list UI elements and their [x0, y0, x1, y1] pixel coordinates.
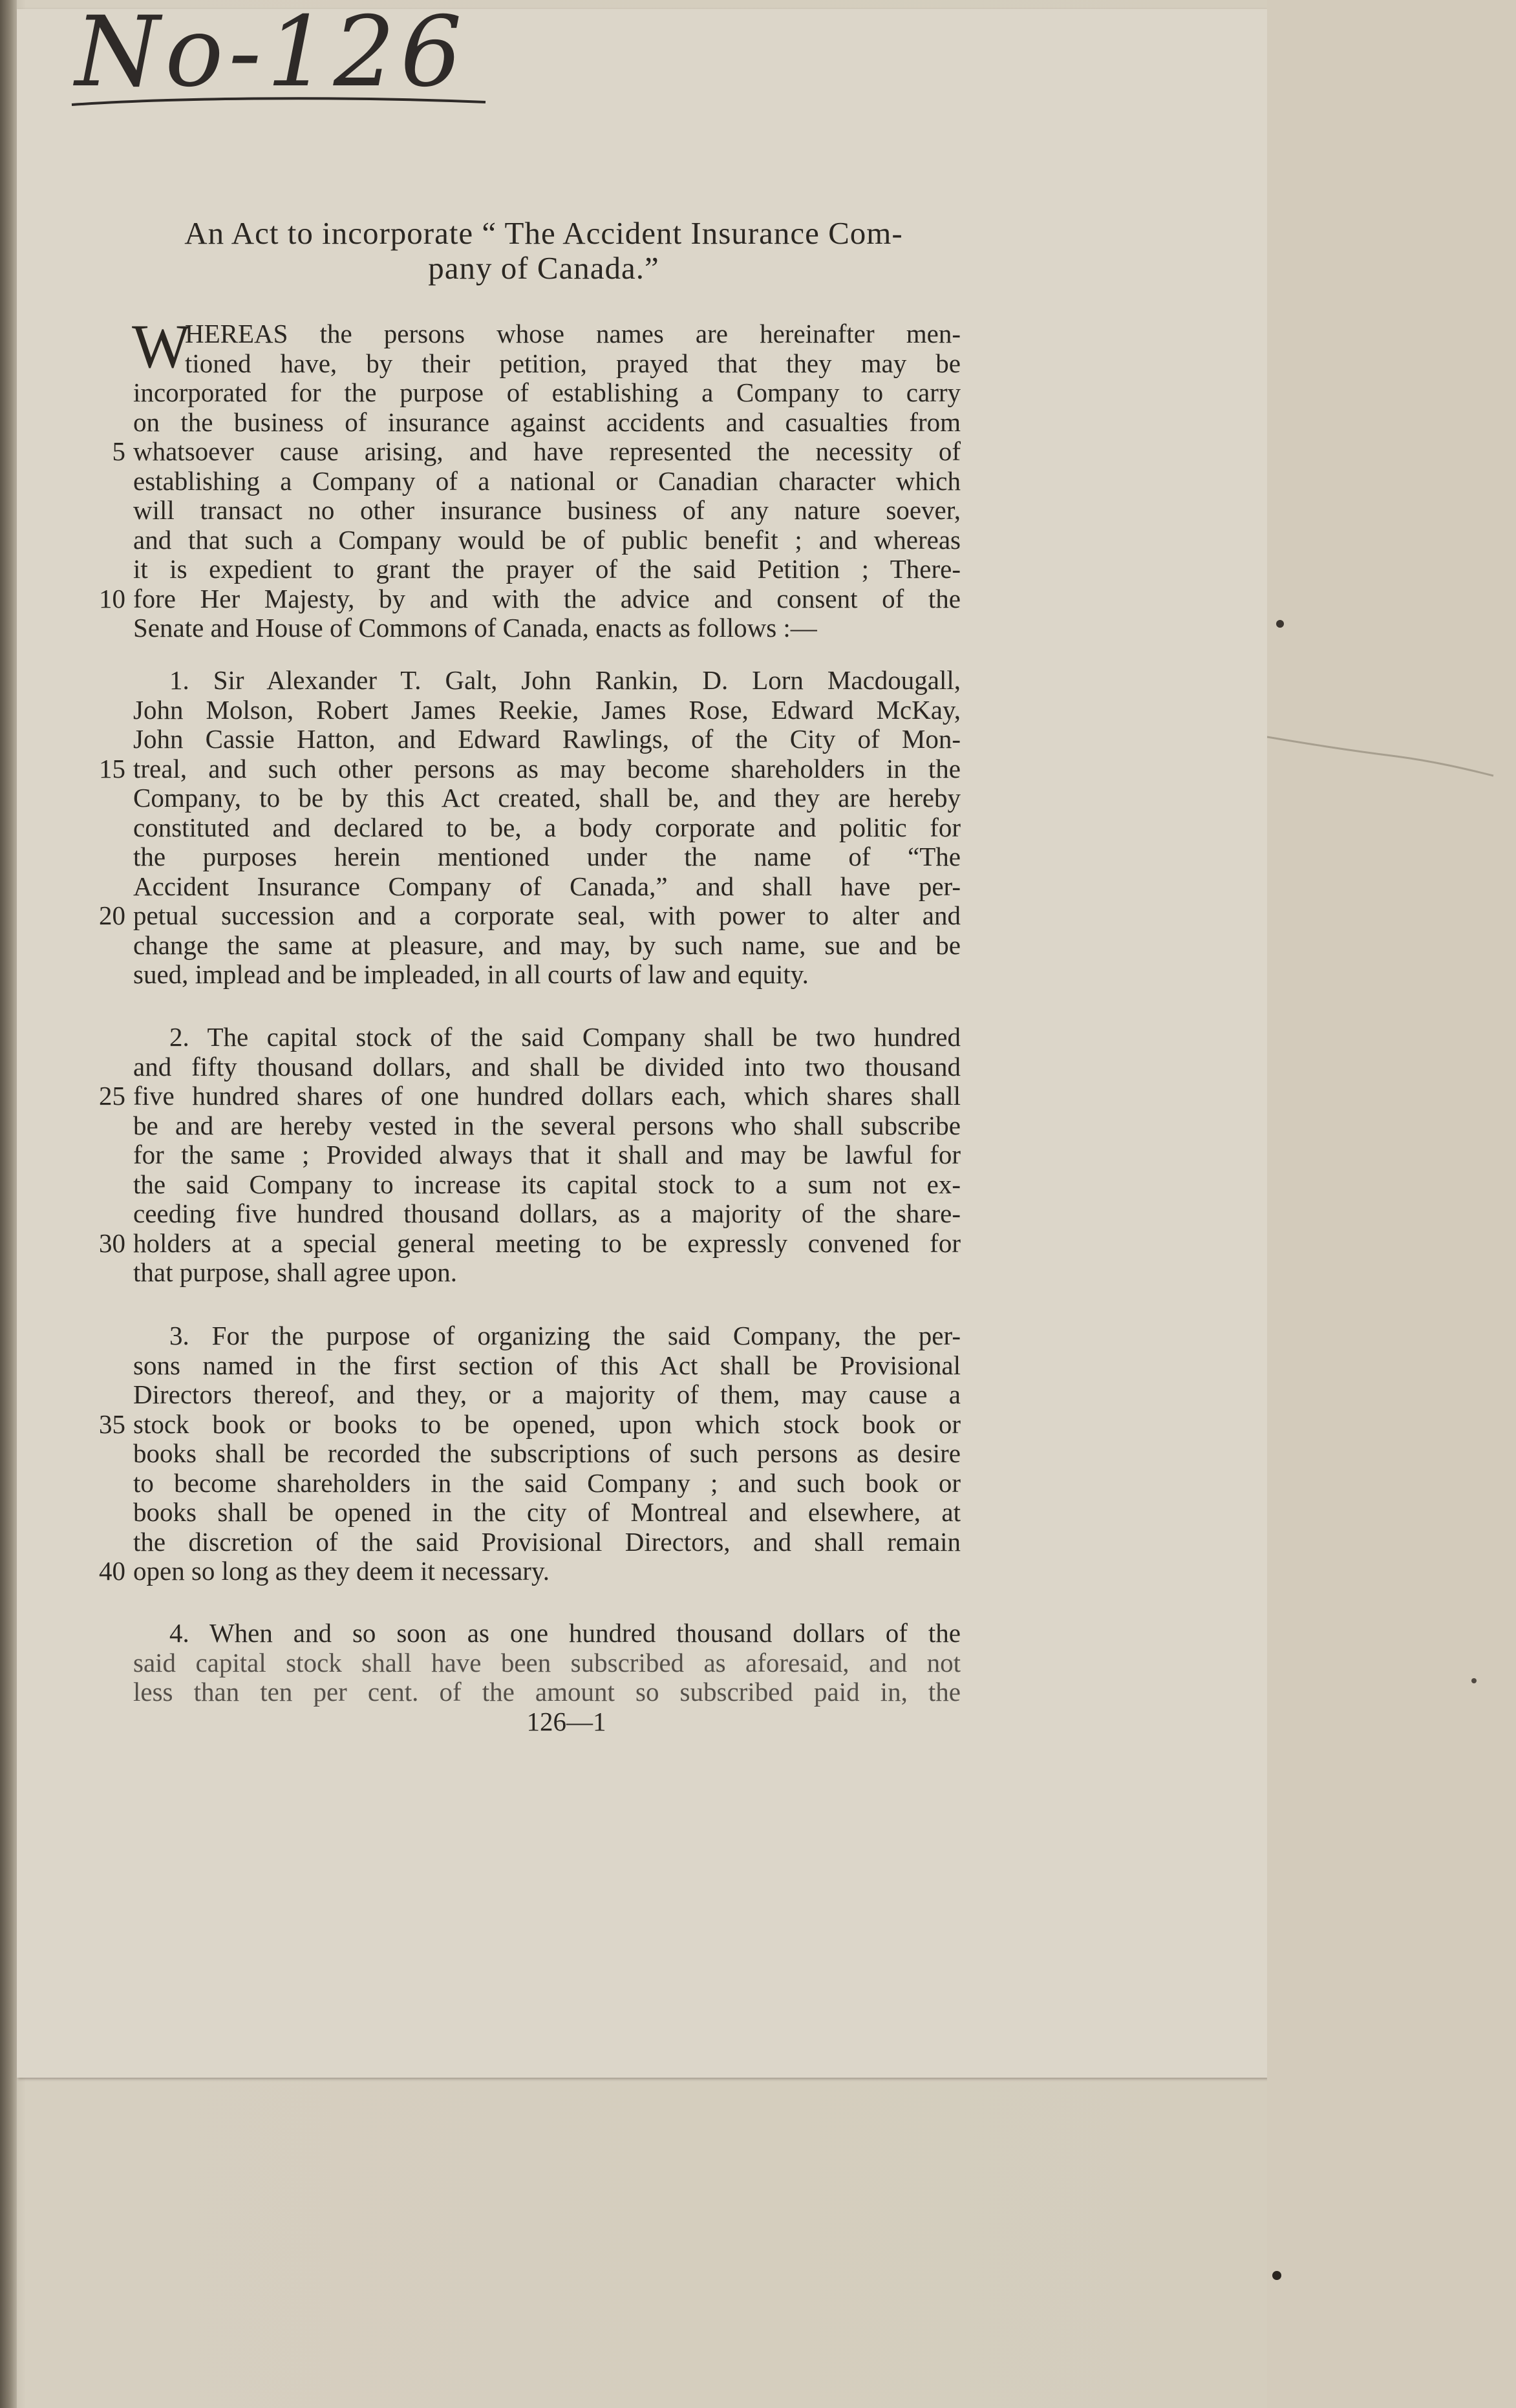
line-number: 20 — [99, 900, 125, 930]
text-line: 25 five hundred shares of one hundred dollars each, which shares shall — [133, 1081, 961, 1111]
text-line: 15 treal, and such other persons as may become shareholders in the — [133, 754, 961, 784]
text-line: for the same ; Provided always that it shall and may be lawful for — [133, 1140, 961, 1169]
text-line: 4. When and so soon as one hundred thousand dollars of the — [169, 1618, 961, 1648]
section-4 — [133, 1619, 961, 1707]
handwritten-note: No-126 — [75, 0, 467, 109]
text-line: it is expedient to grant the prayer of the said Petition ; There- — [133, 554, 961, 584]
text-line: the purposes herein mentioned under the name of “The — [133, 842, 961, 871]
drop-cap: W — [132, 312, 191, 381]
text-line: ceeding five hundred thousand dollars, as a majority of the share- — [133, 1199, 961, 1228]
section-2 — [99, 1022, 961, 1288]
text-line: to become shareholders in the said Company ; and such book or — [133, 1467, 961, 1498]
line-number: 25 — [99, 1081, 125, 1111]
text-line: tioned have, by their petition, prayed that they may be — [185, 348, 961, 378]
act-title — [114, 216, 974, 286]
text-line: 40 open so long as they deem it necessary. — [133, 1557, 961, 1586]
line-number: 30 — [99, 1228, 125, 1258]
text-line: John Molson, Robert James Reekie, James Rose, Edward McKay, — [133, 694, 961, 725]
text-line: the discretion of the said Provisional Directors, and shall remain — [133, 1526, 961, 1557]
title-line: pany of Canada.” — [428, 250, 659, 286]
title-line: An Act to incorporate “ The Accident Insurance Com- — [184, 215, 903, 251]
text-line: 3. For the purpose of organizing the said Company, the per- — [169, 1321, 961, 1350]
text-line: establishing a Company of a national or Canadian character which — [133, 465, 961, 496]
line-number: 35 — [99, 1409, 125, 1439]
text-line: and that such a Company would be of public benefit ; and whereas — [133, 524, 961, 555]
line-number: 15 — [99, 753, 125, 783]
text-line: will transact no other insurance business of any nature soever, — [133, 495, 961, 525]
text-line: 30 holders at a special general meeting to be expressly convened for — [133, 1229, 961, 1259]
text-line: said capital stock shall have been subscribed as aforesaid, and not — [133, 1647, 961, 1678]
text-line: 20 petual succession and a corporate seal, with power to alter and — [133, 901, 961, 931]
line-number: 40 — [99, 1556, 125, 1586]
text-line: on the business of insurance against accidents and casualties from — [133, 407, 961, 437]
text-line: and fifty thousand dollars, and shall be divided into two thousand — [133, 1051, 961, 1081]
text-line: books shall be recorded the subscriptions of such persons as desire — [133, 1438, 961, 1468]
text-line: Senate and House of Commons of Canada, enacts as follows :— — [133, 613, 817, 643]
text-line: be and are hereby vested in the several persons who shall subscribe — [133, 1110, 961, 1140]
text-line: Accident Insurance Company of Canada,” and shall have per- — [133, 871, 961, 901]
page-footer: 126—1 — [526, 1707, 606, 1736]
line-number: 5 — [112, 436, 125, 466]
document-page — [17, 0, 1267, 2078]
paper-edge — [1267, 0, 1516, 2408]
text-line: John Cassie Hatton, and Edward Rawlings, of the City of Mon- — [133, 724, 961, 754]
text-line: incorporated for the purpose of establishing a Company to carry — [133, 378, 961, 407]
text-line: Directors thereof, and they, or a majority of them, may cause a — [133, 1380, 961, 1409]
text-line: HEREAS the persons whose names are hereinafter men- — [185, 319, 961, 348]
text-line: constituted and declared to be, a body corporate and politic for — [133, 812, 961, 842]
preamble — [99, 312, 961, 643]
text-line: change the same at pleasure, and may, by such name, sue and be — [133, 930, 961, 960]
text-line: books shall be opened in the city of Montreal and elsewhere, at — [133, 1497, 961, 1527]
handwritten-underline — [69, 93, 489, 112]
text-line: less than ten per cent. of the amount so subscribed paid in, the — [133, 1677, 961, 1707]
section-1 — [99, 665, 961, 990]
line-number: 10 — [99, 583, 125, 613]
text-line: sons named in the first section of this Act shall be Provisional — [133, 1350, 961, 1380]
section-3 — [99, 1321, 961, 1586]
text-line: 1. Sir Alexander T. Galt, John Rankin, D. Lorn Macdougall, — [169, 665, 961, 695]
text-line: 35 stock book or books to be opened, upon which stock book or — [133, 1410, 961, 1440]
text-line: 10 fore Her Majesty, by and with the advice and consent of the — [133, 584, 961, 614]
text-line: sued, implead and be impleaded, in all courts of law and equity. — [133, 959, 809, 989]
text-line: Company, to be by this Act created, shall be, and they are hereby — [133, 783, 961, 813]
text-line: 2. The capital stock of the said Company shall be two hundred — [169, 1022, 961, 1052]
text-line: 5 whatsoever cause arising, and have represented the necessity of — [133, 437, 961, 467]
text-line: the said Company to increase its capital stock to a sum not ex- — [133, 1169, 961, 1199]
binding-edge — [0, 0, 17, 2408]
text-line: that purpose, shall agree upon. — [133, 1257, 457, 1287]
